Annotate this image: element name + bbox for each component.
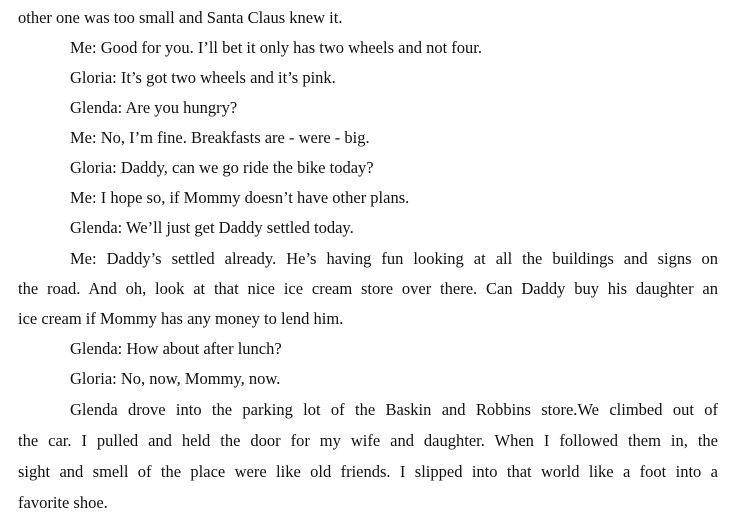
dialogue-line: Glenda: We’ll just get Daddy settled today. [70,218,354,237]
dialogue-line: Gloria: No, now, Mommy, now. [70,369,281,388]
paragraph-line: the car. I pulled and held the door for my wife and daughter. When I followed them in, the [18,431,718,450]
dialogue-line: Me: No, I’m fine. Breakfasts are - were - big. [70,128,370,147]
dialogue-line: Glenda: Are you hungry? [70,98,238,117]
paragraph-line: favorite shoe. [18,493,108,512]
dialogue-line: Gloria: Daddy, can we go ride the bike today? [70,158,374,177]
dialogue-line: Me: Good for you. I’ll bet it only has two wheels and not four. [70,38,482,57]
paragraph-line: Me: Daddy’s settled already. He’s having fun looking at all the buildings and signs on [70,249,718,268]
text-line: other one was too small and Santa Claus knew it. [18,8,343,27]
dialogue-line: Glenda: How about after lunch? [70,339,282,358]
paragraph-line: ice cream if Mommy has any money to lend him. [18,309,344,328]
paragraph-line: Glenda drove into the parking lot of the Baskin and Robbins store.We climbed out of [70,400,718,419]
paragraph-line: sight and smell of the place were like old friends. I slipped into that world like a foot into a [18,462,718,481]
dialogue-line: Me: I hope so, if Mommy doesn’t have other plans. [70,188,410,207]
paragraph-line: the road. And oh, look at that nice ice cream store over there. Can Daddy buy his daughter an [18,279,718,298]
dialogue-line: Gloria: It’s got two wheels and it’s pink. [70,68,336,87]
